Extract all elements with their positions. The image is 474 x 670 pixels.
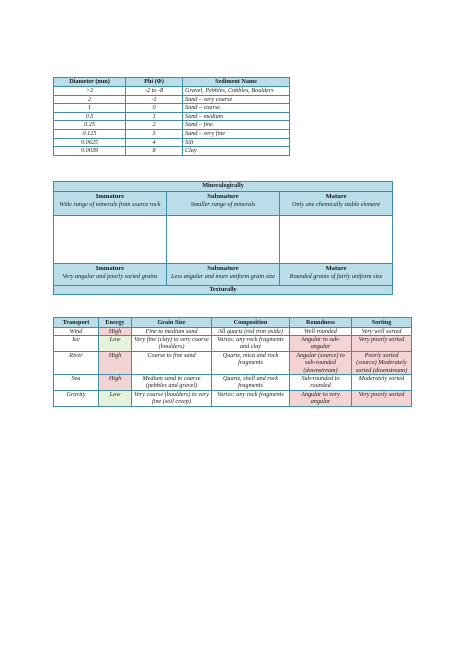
blank-cell [167, 216, 280, 264]
column-header: Energy [99, 318, 132, 328]
energy-cell: High [99, 351, 132, 374]
table-header-row [54, 318, 412, 328]
energy-cell: High [99, 374, 132, 390]
sorting-cell: Very poorly sorted [352, 335, 412, 351]
table-cell: Sand – coarse [183, 104, 290, 113]
transport-cell: River [54, 351, 99, 374]
energy-cell: Low [99, 335, 132, 351]
column-header: Diameter (mm) [54, 78, 126, 87]
transport-cell: Ice [54, 335, 99, 351]
stage-description: Only one chemically stable element [292, 200, 380, 208]
stage-cell [167, 192, 280, 216]
sorting-cell: Moderately sorted [352, 374, 412, 390]
roundness-cell: Well rounded [290, 327, 352, 335]
blank-cell [54, 216, 167, 264]
table-row [54, 129, 290, 138]
grain-size-cell: Coarse to fine sand [132, 351, 212, 374]
table-cell: 0.0625 [54, 138, 126, 147]
table-cell: 0.125 [54, 129, 126, 138]
table-row [54, 286, 393, 295]
stage-name: Submature [207, 193, 239, 200]
column-header: Roundness [290, 318, 352, 328]
stage-description: Rounded grains of fairly uniform size [289, 272, 383, 280]
grain-size-cell: Very coarse (boulders) to very fine (soil creep) [132, 390, 212, 406]
energy-cell: Low [99, 390, 132, 406]
table-cell: 0.5 [54, 112, 126, 121]
table-row [54, 112, 290, 121]
composition-cell: Varies: any rock fragments and clay [212, 335, 290, 351]
column-header: Sorting [352, 318, 412, 328]
table-cell: 0 [126, 104, 183, 113]
transport-cell: Wind [54, 327, 99, 335]
maturity-footer: Texturally [54, 286, 393, 295]
roundness-cell: Sub-rounded to rounded [290, 374, 352, 390]
stage-name: Immature [95, 265, 125, 272]
composition-cell: All quartz (red iron oxide) [212, 327, 290, 335]
stage-name: Mature [325, 193, 347, 200]
table-row [54, 104, 290, 113]
stage-name: Mature [325, 265, 347, 272]
table-row [54, 192, 393, 216]
stage-description: Less angular and more uniform grain size [171, 272, 275, 280]
table-row [54, 95, 290, 104]
table-cell: 2 [126, 121, 183, 130]
table-cell: 2 [54, 95, 126, 104]
table-row [54, 351, 412, 374]
sorting-cell: Poorly sorted (source) Moderately sorted (downstream) [352, 351, 412, 374]
table-cell: 3 [126, 129, 183, 138]
table-cell: Silt [183, 138, 290, 147]
roundness-cell: Angular (source) to sub-rounded (downstream) [290, 351, 352, 374]
transport-cell: Gravity [54, 390, 99, 406]
table-cell: 0.25 [54, 121, 126, 130]
column-header: Composition [212, 318, 290, 328]
grain-size-cell: Fine to medium sand [132, 327, 212, 335]
table-header-row [54, 78, 290, 87]
table-row [54, 87, 290, 96]
table-cell: Gravel, Pebbles, Cobbles, Boulders [183, 87, 290, 96]
table-row [54, 216, 393, 264]
table-cell: 1 [54, 104, 126, 113]
maturity-title: Mineralogically [54, 182, 393, 192]
maturity-table [53, 181, 393, 295]
table-cell: >2 [54, 87, 126, 96]
grain-size-cell: Very fine (clay) to very coarse (boulders) [132, 335, 212, 351]
table-cell: 4 [126, 138, 183, 147]
stage-cell [167, 264, 280, 286]
transport-table [53, 317, 412, 407]
table-row [54, 390, 412, 406]
column-header: Phi (Φ) [126, 78, 183, 87]
stage-cell [54, 192, 167, 216]
table-row [54, 374, 412, 390]
column-header: Grain Size [132, 318, 212, 328]
composition-cell: Varies: any rock fragments [212, 390, 290, 406]
transport-cell: Sea [54, 374, 99, 390]
roundness-cell: Angular to sub-angular [290, 335, 352, 351]
stage-name: Immature [95, 193, 125, 200]
stage-description: Very angular and poorly sorted grains [62, 272, 158, 280]
stage-cell [280, 192, 393, 216]
stage-name: Submature [207, 265, 239, 272]
composition-cell: Quartz, mica and rock fragments [212, 351, 290, 374]
table-row [54, 138, 290, 147]
energy-cell: High [99, 327, 132, 335]
table-row [54, 335, 412, 351]
table-cell: -2 to -8 [126, 87, 183, 96]
column-header: Transport [54, 318, 99, 328]
roundness-cell: Angular to very angular [290, 390, 352, 406]
table-cell: -1 [126, 95, 183, 104]
table-row [54, 264, 393, 286]
table-cell: Sand – very coarse [183, 95, 290, 104]
table-cell: 8 [126, 147, 183, 156]
stage-description: Wide range of minerals from source rock [59, 200, 161, 208]
grain-size-cell: Medium sand to coarse (pebbles and gravel) [132, 374, 212, 390]
table-row [54, 121, 290, 130]
table-row [54, 327, 412, 335]
sorting-cell: Very poorly sorted [352, 390, 412, 406]
table-cell: Clay [183, 147, 290, 156]
table-cell: Sand – medium [183, 112, 290, 121]
grain-size-table [53, 77, 290, 156]
table-cell: Sand – very fine [183, 129, 290, 138]
blank-cell [280, 216, 393, 264]
column-header: Sediment Name [183, 78, 290, 87]
table-cell: Sand – fine [183, 121, 290, 130]
sorting-cell: Very well sorted [352, 327, 412, 335]
stage-description: Smaller range of minerals [190, 200, 256, 208]
composition-cell: Quartz, shell and rock fragments [212, 374, 290, 390]
table-row [54, 147, 290, 156]
table-row [54, 182, 393, 192]
stage-cell [54, 264, 167, 286]
stage-cell [280, 264, 393, 286]
table-cell: 0.0039 [54, 147, 126, 156]
table-cell: 1 [126, 112, 183, 121]
